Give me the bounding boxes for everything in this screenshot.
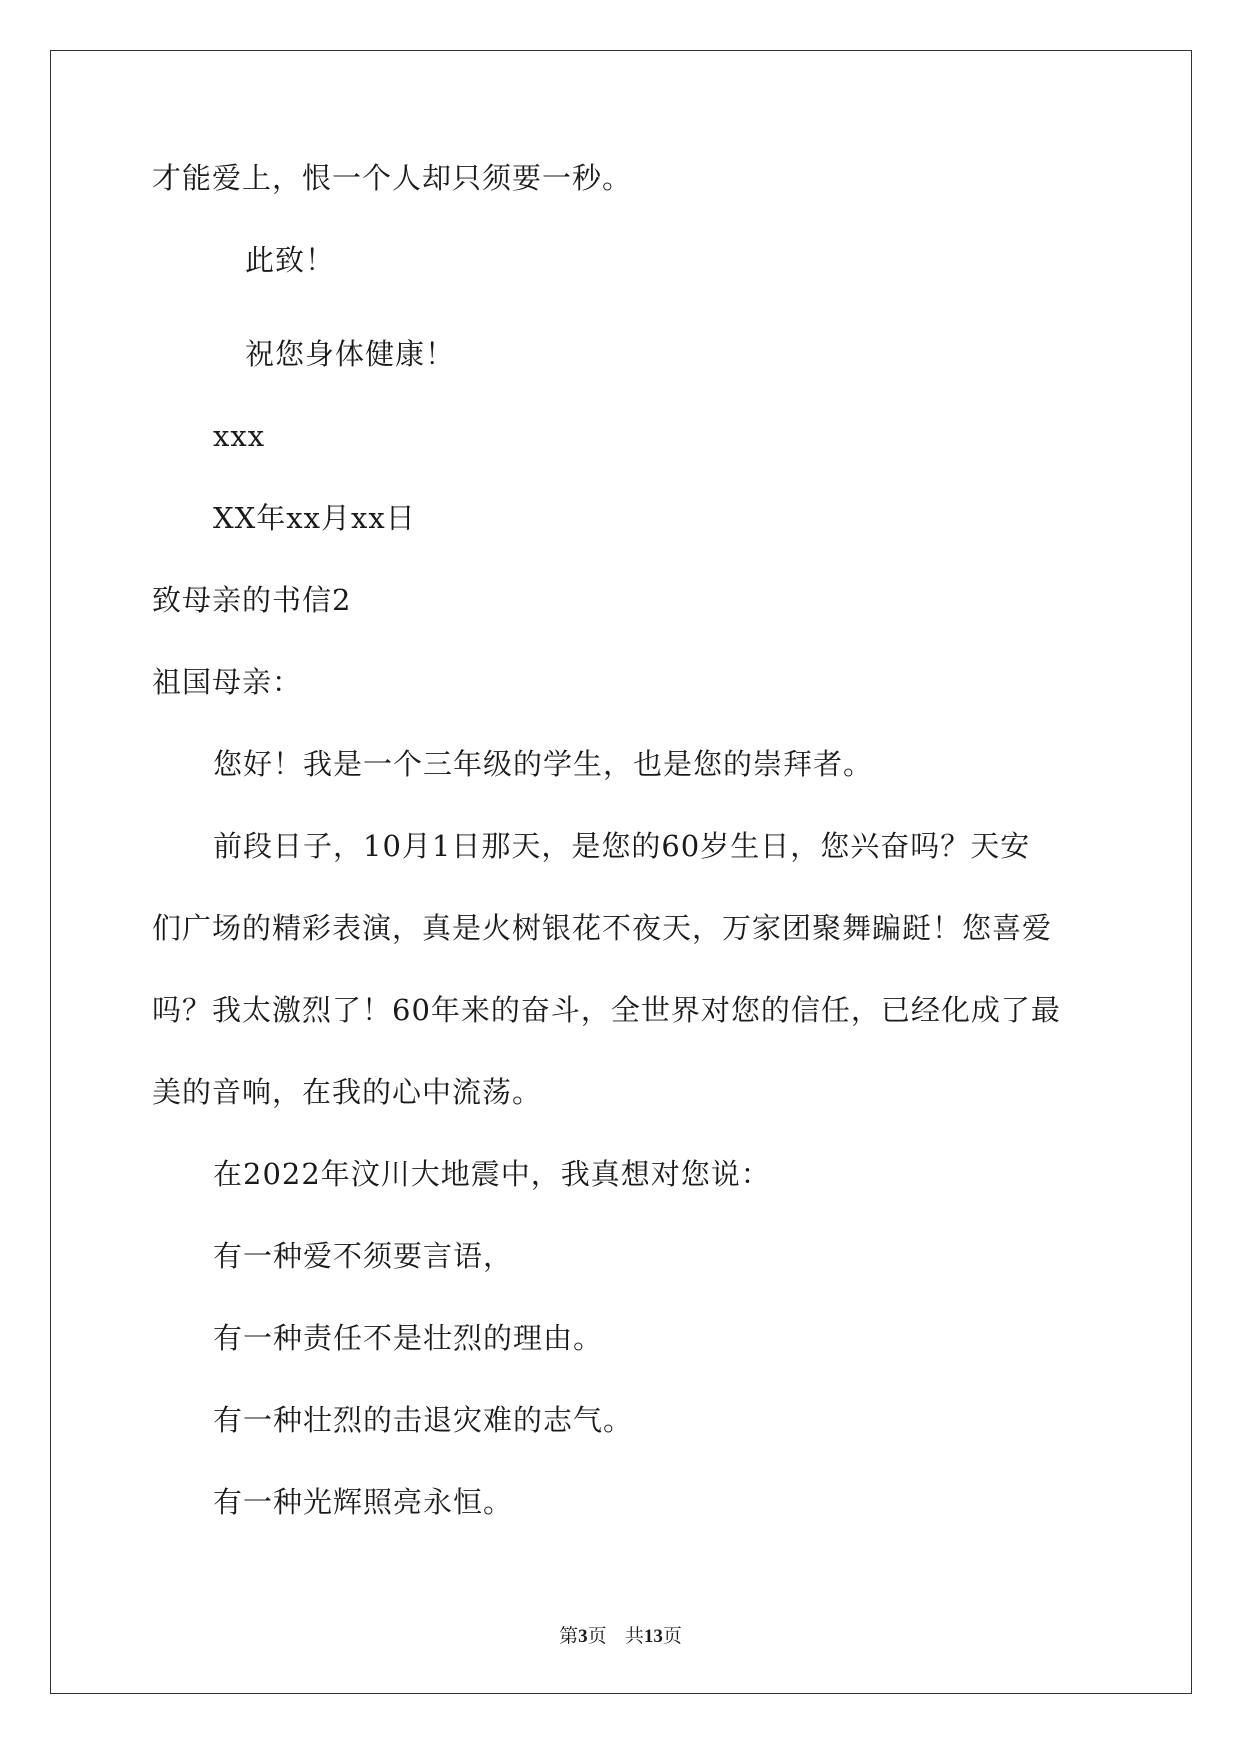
text-line: 在2022年汶川大地震中，我真想对您说： xyxy=(213,1157,771,1191)
text-line: 们广场的精彩表演，真是火树银花不夜天，万家团聚舞蹁跹！您喜爱 xyxy=(152,911,1053,945)
text-line: 有一种责任不是壮烈的理由。 xyxy=(213,1321,604,1355)
text-line-salutation: 祖国母亲： xyxy=(152,665,303,699)
footer-prefix: 第 xyxy=(559,1625,579,1647)
text-line: 有一种爱不须要言语， xyxy=(213,1239,514,1273)
text-line-closing: 此致！ xyxy=(245,243,336,277)
text-line-wish: 祝您身体健康！ xyxy=(245,337,456,371)
text-line: 才能爱上，恨一个人却只须要一秒。 xyxy=(152,161,633,195)
footer-total-prefix: 共 xyxy=(624,1625,644,1647)
text-line: 吗？我太激烈了！60年来的奋斗，全世界对您的信任，已经化成了最 xyxy=(152,993,1061,1027)
text-line: 有一种壮烈的击退灾难的志气。 xyxy=(213,1403,634,1437)
page-footer xyxy=(0,1624,1241,1649)
footer-current-page: 3 xyxy=(578,1626,588,1647)
text-line: 美的音响，在我的心中流荡。 xyxy=(152,1075,543,1109)
footer-total-suffix: 页 xyxy=(662,1625,682,1647)
text-line-signature: xxx xyxy=(213,419,266,453)
text-line: 前段日子，10月1日那天，是您的60岁生日，您兴奋吗？天安 xyxy=(213,829,1031,863)
page-border xyxy=(50,50,1192,1694)
text-line: 有一种光辉照亮永恒。 xyxy=(213,1485,514,1519)
section-title: 致母亲的书信2 xyxy=(152,583,352,617)
text-line-date: XX年xx月xx日 xyxy=(213,501,416,535)
footer-total-pages: 13 xyxy=(643,1626,663,1647)
text-line: 您好！我是一个三年级的学生，也是您的崇拜者。 xyxy=(213,747,874,781)
footer-page-word: 页 xyxy=(587,1625,607,1647)
